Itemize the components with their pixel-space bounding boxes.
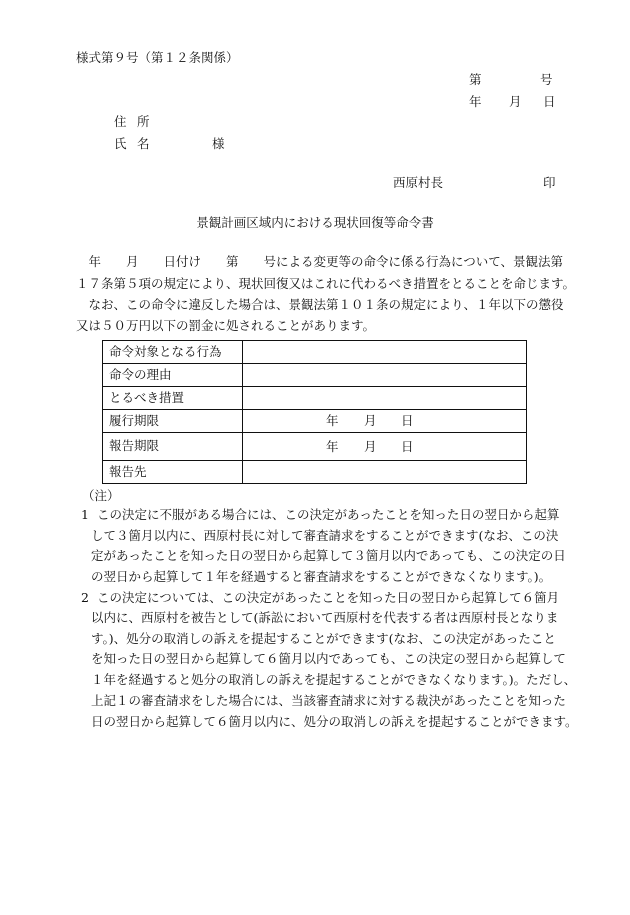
note-2-line-1: この決定については、この決定があったことを知った日の翌日から起算して６箇月	[97, 590, 560, 605]
table-row	[103, 364, 527, 387]
note-2-line-7: 日の翌日から起算して６箇月以内に、処分の取消しの訴えを提起することができます。	[91, 714, 578, 729]
date-month-label: 月	[509, 94, 522, 109]
row-label-measures: とるべき措置	[103, 387, 243, 410]
body-line-1: 年 月 日付け 第 号による変更等の命令に係る行為について、景観法第	[76, 254, 564, 269]
document-title: 景観計画区域内における現状回復等命令書	[196, 215, 434, 230]
table-row	[103, 341, 527, 364]
note-2-number: 2	[81, 590, 89, 605]
note-2-line-5: １年を経過すると処分の取消しの訴えを提起することができなくなります。)。ただし、	[91, 672, 577, 687]
note-1-line-2: して３箇月以内に、西原村長に対して審査請求をすることができます(なお、この決	[91, 528, 559, 543]
body-line-3: なお、この命令に違反した場合は、景観法第１０１条の規定により、１年以下の懲役	[76, 297, 564, 312]
document-number-suffix: 号	[540, 72, 553, 87]
row-label-performance-deadline: 履行期限	[103, 410, 243, 433]
row-label-target-action: 命令対象となる行為	[103, 341, 243, 364]
body-line-2: １７条第５項の規定により、現状回復又はこれに代わるべき措置をとることを命じます。	[76, 276, 576, 291]
performance-deadline-month: 月	[364, 412, 377, 428]
table-row	[103, 410, 527, 433]
order-details-table	[102, 340, 527, 484]
row-value-target-action	[243, 341, 527, 364]
row-value-measures	[243, 387, 527, 410]
note-2-line-2: 以内に、西原村を被告として(訴訟において西原村を代表する者は西原村長となりま	[91, 610, 559, 625]
note-1-line-4: の翌日から起算して１年を経過すると審査請求をすることができなくなります。)。	[91, 569, 552, 584]
seal-mark: 印	[543, 175, 556, 190]
date-year-label: 年	[469, 94, 482, 109]
row-label-report-destination: 報告先	[103, 461, 243, 484]
row-value-report-deadline	[243, 433, 527, 461]
address-label-first: 住	[114, 114, 127, 129]
notes-heading: （注）	[82, 488, 120, 503]
note-2-line-3: す。)、処分の取消しの訴えを提起することができます(なお、この決定があったこと	[91, 631, 556, 646]
note-1-line-3: 定があったことを知った日の翌日から起算して３箇月以内であっても、この決定の日	[91, 548, 566, 563]
row-label-reason: 命令の理由	[103, 364, 243, 387]
document-number-prefix: 第	[469, 72, 482, 87]
row-value-reason	[243, 364, 527, 387]
note-1-line-1: この決定に不服がある場合には、この決定があったことを知った日の翌日から起算	[97, 507, 560, 522]
name-label-second: 名	[137, 136, 150, 151]
note-1-number: 1	[81, 507, 89, 522]
report-deadline-year: 年	[326, 438, 339, 454]
performance-deadline-year: 年	[326, 412, 339, 428]
date-day-label: 日	[543, 94, 556, 109]
row-value-report-destination	[243, 461, 527, 484]
honorific-label: 様	[212, 136, 225, 151]
table-row	[103, 461, 527, 484]
form-number: 様式第９号（第１２条関係）	[76, 50, 239, 65]
address-label-second: 所	[137, 114, 150, 129]
row-label-report-deadline: 報告期限	[103, 433, 243, 461]
row-value-performance-deadline	[243, 410, 527, 433]
table-row	[103, 387, 527, 410]
issuer-name: 西原村長	[393, 175, 444, 190]
report-deadline-day: 日	[401, 438, 414, 454]
note-2-line-6: 上記１の審査請求をした場合には、当該審査請求に対する裁決があったことを知った	[91, 693, 566, 708]
body-line-4: 又は５０万円以下の罰金に処されることがあります。	[76, 318, 376, 333]
name-label-first: 氏	[114, 136, 127, 151]
note-2-line-4: を知った日の翌日から起算して６箇月以内であっても、この決定の翌日から起算して	[91, 651, 566, 666]
performance-deadline-day: 日	[401, 412, 414, 428]
table-row	[103, 433, 527, 461]
report-deadline-month: 月	[364, 438, 377, 454]
